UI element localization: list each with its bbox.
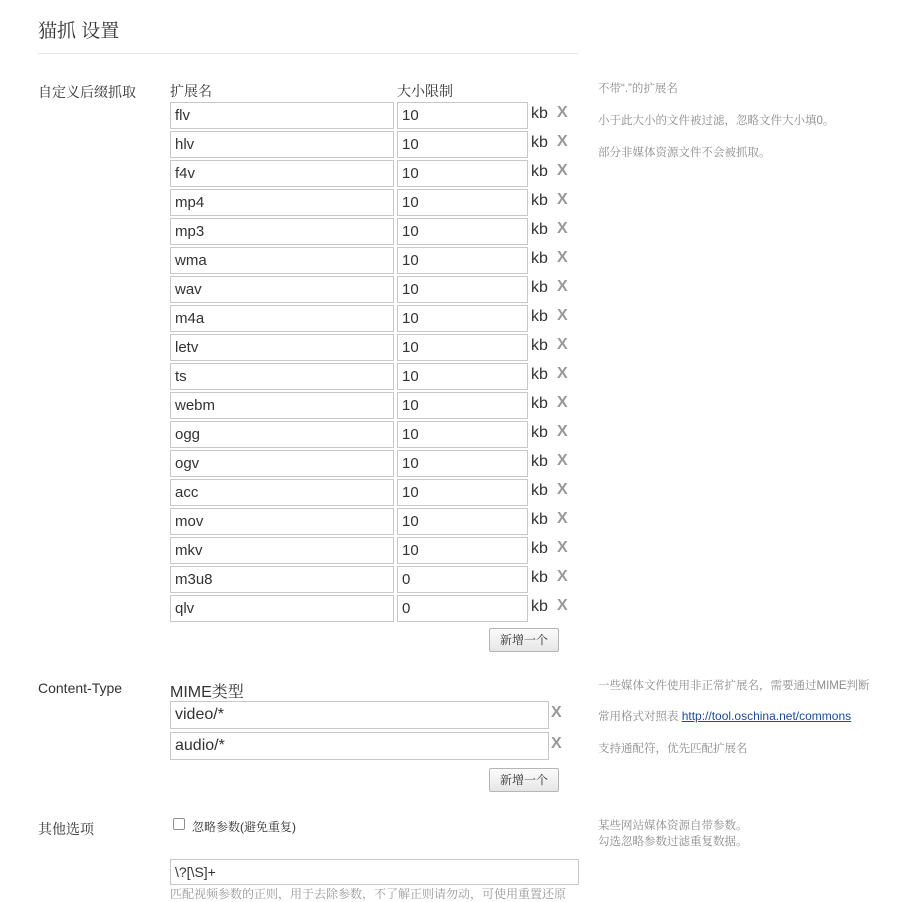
extension-input[interactable] bbox=[170, 102, 394, 129]
size-unit-label: kb bbox=[531, 250, 548, 267]
extension-input[interactable] bbox=[170, 537, 394, 564]
delete-extension-icon[interactable]: X bbox=[557, 191, 568, 208]
size-unit-label: kb bbox=[531, 540, 548, 557]
size-limit-input[interactable] bbox=[397, 479, 528, 506]
suffix-hint-nonmedia: 部分非媒体资源文件不会被抓取。 bbox=[598, 147, 771, 159]
size-unit-label: kb bbox=[531, 366, 548, 383]
delete-mime-icon[interactable]: X bbox=[551, 735, 562, 752]
delete-extension-icon[interactable]: X bbox=[557, 597, 568, 614]
size-unit-label: kb bbox=[531, 337, 548, 354]
size-limit-input[interactable] bbox=[397, 595, 528, 622]
mime-type-input[interactable] bbox=[170, 701, 549, 729]
extension-input[interactable] bbox=[170, 247, 394, 274]
size-unit-label: kb bbox=[531, 395, 548, 412]
extension-input[interactable] bbox=[170, 595, 394, 622]
other-options-label: 其他选项 bbox=[38, 821, 94, 837]
extension-input[interactable] bbox=[170, 160, 394, 187]
size-limit-column-header: 大小限制 bbox=[397, 83, 453, 99]
delete-extension-icon[interactable]: X bbox=[557, 539, 568, 556]
mime-hint-reference bbox=[598, 708, 851, 724]
size-unit-label: kb bbox=[531, 308, 548, 325]
mime-hint-reference-text: 常用格式对照表 bbox=[598, 711, 682, 723]
size-limit-input[interactable] bbox=[397, 450, 528, 477]
suffix-hint-size: 小于此大小的文件被过滤，忽略文件大小填0。 bbox=[598, 115, 835, 127]
size-unit-label: kb bbox=[531, 134, 548, 151]
size-limit-input[interactable] bbox=[397, 160, 528, 187]
extension-input[interactable] bbox=[170, 450, 394, 477]
mime-column-header: MIME类型 bbox=[170, 684, 244, 701]
delete-extension-icon[interactable]: X bbox=[557, 307, 568, 324]
add-mime-button[interactable]: 新增一个 bbox=[489, 768, 559, 792]
size-limit-input[interactable] bbox=[397, 392, 528, 419]
size-unit-label: kb bbox=[531, 482, 548, 499]
size-unit-label: kb bbox=[531, 598, 548, 615]
delete-extension-icon[interactable]: X bbox=[557, 278, 568, 295]
size-limit-input[interactable] bbox=[397, 102, 528, 129]
extension-column-header: 扩展名 bbox=[170, 83, 212, 99]
size-unit-label: kb bbox=[531, 163, 548, 180]
delete-extension-icon[interactable]: X bbox=[557, 104, 568, 121]
delete-extension-icon[interactable]: X bbox=[557, 481, 568, 498]
size-limit-input[interactable] bbox=[397, 537, 528, 564]
delete-extension-icon[interactable]: X bbox=[557, 336, 568, 353]
ignore-params-checkbox[interactable] bbox=[173, 818, 185, 830]
size-unit-label: kb bbox=[531, 511, 548, 528]
extension-input[interactable] bbox=[170, 218, 394, 245]
size-limit-input[interactable] bbox=[397, 189, 528, 216]
extension-input[interactable] bbox=[170, 189, 394, 216]
delete-extension-icon[interactable]: X bbox=[557, 220, 568, 237]
extension-input[interactable] bbox=[170, 305, 394, 332]
delete-mime-icon[interactable]: X bbox=[551, 704, 562, 721]
content-type-label: Content-Type bbox=[38, 680, 123, 696]
size-limit-input[interactable] bbox=[397, 131, 528, 158]
suffix-hint-extension: 不带“.”的扩展名 bbox=[598, 83, 678, 95]
delete-extension-icon[interactable]: X bbox=[557, 423, 568, 440]
size-limit-input[interactable] bbox=[397, 566, 528, 593]
delete-extension-icon[interactable]: X bbox=[557, 249, 568, 266]
extension-input[interactable] bbox=[170, 421, 394, 448]
extension-input[interactable] bbox=[170, 131, 394, 158]
ignore-params-label[interactable]: 忽略参数(避免重复) bbox=[192, 820, 296, 834]
size-limit-input[interactable] bbox=[397, 305, 528, 332]
size-limit-input[interactable] bbox=[397, 247, 528, 274]
delete-extension-icon[interactable]: X bbox=[557, 452, 568, 469]
size-unit-label: kb bbox=[531, 569, 548, 586]
size-unit-label: kb bbox=[531, 453, 548, 470]
param-regex-note: 匹配视频参数的正则，用于去除参数，不了解正则请勿动，可使用重置还原 bbox=[170, 887, 567, 901]
delete-extension-icon[interactable]: X bbox=[557, 394, 568, 411]
size-limit-input[interactable] bbox=[397, 276, 528, 303]
size-limit-input[interactable] bbox=[397, 334, 528, 361]
extension-input[interactable] bbox=[170, 479, 394, 506]
title-divider bbox=[38, 53, 578, 54]
extension-input[interactable] bbox=[170, 334, 394, 361]
delete-extension-icon[interactable]: X bbox=[557, 365, 568, 382]
size-unit-label: kb bbox=[531, 279, 548, 296]
param-regex-input[interactable] bbox=[170, 859, 579, 885]
other-hint-dedupe: 勾选忽略参数过滤重复数据。 bbox=[598, 836, 748, 848]
extension-input[interactable] bbox=[170, 363, 394, 390]
other-hint-params: 某些网站媒体资源自带参数。 bbox=[598, 820, 748, 832]
delete-extension-icon[interactable]: X bbox=[557, 568, 568, 585]
size-limit-input[interactable] bbox=[397, 363, 528, 390]
size-unit-label: kb bbox=[531, 221, 548, 238]
size-limit-input[interactable] bbox=[397, 508, 528, 535]
size-limit-input[interactable] bbox=[397, 218, 528, 245]
mime-hint-abnormal: 一些媒体文件使用非正常扩展名，需要通过MIME判断 bbox=[598, 680, 870, 692]
delete-extension-icon[interactable]: X bbox=[557, 510, 568, 527]
extension-input[interactable] bbox=[170, 392, 394, 419]
extension-input[interactable] bbox=[170, 508, 394, 535]
delete-extension-icon[interactable]: X bbox=[557, 133, 568, 150]
extension-input[interactable] bbox=[170, 566, 394, 593]
size-unit-label: kb bbox=[531, 105, 548, 122]
add-extension-button[interactable]: 新增一个 bbox=[489, 628, 559, 652]
suffix-section-label: 自定义后缀抓取 bbox=[38, 84, 136, 100]
mime-hint-wildcard: 支持通配符，优先匹配扩展名 bbox=[598, 743, 748, 755]
size-unit-label: kb bbox=[531, 192, 548, 209]
page-title: 猫抓 设置 bbox=[38, 21, 120, 42]
mime-type-input[interactable] bbox=[170, 732, 549, 760]
size-unit-label: kb bbox=[531, 424, 548, 441]
delete-extension-icon[interactable]: X bbox=[557, 162, 568, 179]
extension-input[interactable] bbox=[170, 276, 394, 303]
mime-reference-link[interactable]: http://tool.oschina.net/commons bbox=[681, 709, 852, 723]
size-limit-input[interactable] bbox=[397, 421, 528, 448]
